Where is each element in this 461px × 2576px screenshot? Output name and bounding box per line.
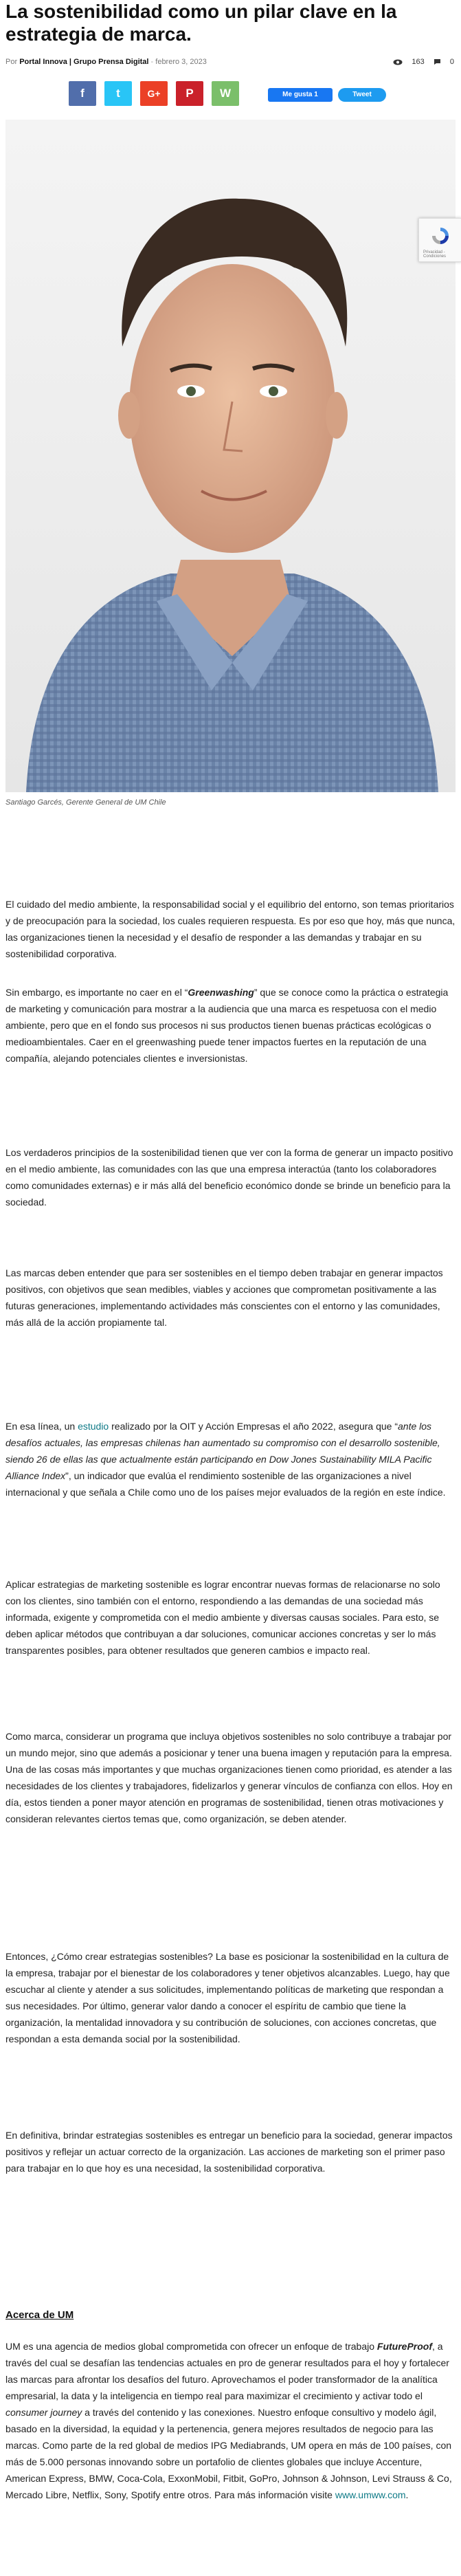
by-label: Por [5, 58, 18, 66]
paragraph-9: En definitiva, brindar estrategias sostenibles es entregar un beneficio para la sociedad, generar impactos positivos y reflejar un actuar correcto de la organización. Las acciones de marketing son el primer paso para trabajar en lo que hoy es una necesidad, la sostenibilidad corporativa. [5, 2130, 453, 2174]
meta-separator: - [150, 58, 154, 66]
article-stats [386, 58, 454, 66]
facebook-icon: f [80, 87, 85, 100]
about-part-3: , a través del cual se desafían las tendencias actuales en pro de generar resultados para el hoy y fortalecer las marcas para afrontar los desafíos del futuro. Aprovechamos el poder transformador de la analítica empresarial, la data y la inteligencia en tiempo real para maximizar el crecimiento y activar todo el [5, 2341, 449, 2401]
twitter-share-button[interactable] [104, 81, 132, 106]
comments-count[interactable] [434, 58, 454, 66]
estudio-link[interactable]: estudio [78, 1421, 109, 1432]
recaptcha-text: Privacidad - Condiciones [423, 250, 447, 259]
umww-link[interactable]: www.umww.com [335, 2489, 406, 2500]
paragraph-5 [5, 1418, 456, 1500]
hero-photo [5, 120, 456, 792]
about-part-5: a través del contenido y las conexiones. Nuestro enfoque consultivo y modelo ágil, basado en la diversidad, la equidad y la pertenencia, genera mejores resultados de negocio para las marcas. Como parte de la red global de medios IPG Mediabrands, UM opera en más de 100 países, con más de 5.000 personas innovando sobre un portafolio de clientes globales que incluye Accenture, American Express, BMW, Coca-Cola, ExxonMobil, Fitbit, GoPro, Johnson & Johnson, Levi Strauss & Co, Mercado Libre, Netflix, Sony, Spotify entre otros. Para más información visite [5, 2407, 452, 2500]
recaptcha-icon [430, 226, 451, 246]
whatsapp-icon: W [219, 87, 232, 100]
about-heading: Acerca de UM [5, 2309, 74, 2321]
greenwashing-term: Greenwashing [188, 987, 254, 998]
paragraph-1: El cuidado del medio ambiente, la responsabilidad social y el equilibrio del entorno, son temas prioritarios y de preocupación para la sociedad, los cuales requieren respuesta. Es por eso que hoy, más que nunca, las organizaciones tienen la necesidad y el desafío de responder a las demandas y trabajar en su sostenibilidad corporativa. [5, 899, 456, 959]
tweet-button[interactable]: Tweet [338, 88, 386, 102]
twitter-icon: t [116, 87, 120, 100]
whatsapp-share-button[interactable] [212, 81, 239, 106]
paragraph-2 [5, 984, 456, 1067]
pinterest-icon: P [185, 87, 194, 100]
author-link[interactable]: Portal Innova | Grupo Prensa Digital [19, 58, 149, 66]
recaptcha-badge[interactable] [418, 218, 461, 262]
views-count [393, 58, 426, 66]
about-paragraph [5, 2338, 456, 2503]
pinterest-share-button[interactable] [176, 81, 203, 106]
comment-icon [434, 58, 441, 65]
about-part-1: UM es una agencia de medios global comprometida con ofrecer un enfoque de trabajo [5, 2341, 377, 2352]
paragraph-5-part-b: realizado por la OIT y Acción Empresas el año 2022, asegura que “ [109, 1421, 398, 1432]
paragraph-5-part-d: ”, un indicador que evalúa el rendimiento sostenible de las organizaciones a nivel internacional y que señala a Chile como uno de los países mejor evaluados de la región en este índice. [5, 1470, 446, 1498]
paragraph-7: Como marca, considerar un programa que incluya objetivos sostenibles no solo contribuye a trabajar por un mundo mejor, sino que además a posicionar y tener una buena imagen y reputación para la empresa. Una de las cosas más importantes y que muchas organizaciones tienen como prioridad, es atender a las necesidades de los clientes y trabajadores, fidelizarlos y generar vínculos de confianza con ellos. Hoy en día, estos tienden a poner mayor atención en programas de sostenibilidad, tienen otras motivaciones y consideran relevantes ciertos temas que, como organización, se deben atender. [5, 1731, 453, 1824]
google-plus-share-button[interactable] [140, 81, 168, 106]
facebook-share-button[interactable] [69, 81, 96, 106]
comments-value: 0 [449, 58, 454, 66]
about-part-7: . [405, 2489, 409, 2500]
study-quote: ante los desafíos actuales, las empresas chilenas han aumentado su compromiso con el desarrollo sostenible, siendo 26 de ellas las que actualmente están participando en Dow Jones Sustainability MILA Pacific Alliance Index [5, 1421, 440, 1481]
facebook-like-button[interactable]: Me gusta 1 [268, 88, 333, 102]
paragraph-8: Entonces, ¿Cómo crear estrategias sostenibles? La base es posicionar la sostenibilidad en la cultura de la empresa, trabajar por el bienestar de los colaboradores y tener objetivos alcanzables. Luego, hay que escuchar al cliente y atender a sus solicitudes, implementando políticas de marketing que respondan a sus necesidades. Por último, generar valor dando a conocer el espíritu de cambio que tiene la organización, la mentalidad innovadora y su contribución de soluciones, con acciones concretas, que respondan a esta demanda social por la sostenibilidad. [5, 1951, 450, 2044]
views-value: 163 [412, 58, 425, 66]
google-plus-icon: G+ [147, 88, 161, 99]
futureproof-term: FutureProof [376, 2341, 432, 2352]
paragraph-6: Aplicar estrategias de marketing sostenible es lograr encontrar nuevas formas de relacionarse no solo con los clientes, sino también con el entorno, respondiendo a las demandas de una sociedad más informada, exigente y comprometida con el medio ambiente y diversas causas sociales. Para esto, se deben aplicar métodos que contribuyan a dar soluciones, comunicar acciones concretas y ser lo más transparentes posibles, para obtener resultados que generen cambios e impacto real. [5, 1579, 440, 1656]
paragraph-2-part-c: ” que se conoce como la práctica o estrategia de marketing y comunicación para mostrar a la audiencia que una marca es respetuosa con el medio ambiente, pero que en el fondo sus procesos ni sus productos tienen buenas prácticas ecológicas o medioambientales. Caer en el greenwashing puede tener impactos fuertes en la reputación de una compañía, alejando potenciales clientes e inversionistas. [5, 987, 449, 1064]
portrait-illustration [5, 120, 456, 792]
paragraph-5-part-a: En esa línea, un [5, 1421, 78, 1432]
paragraph-3: Los verdaderos principios de la sostenibilidad tienen que ver con la forma de generar un impacto positivo en el medio ambiente, las comunidades con las que una empresa interactúa (tanto los colaboradores como comunidades externas) e ir más allá del beneficio económico donde se brinde un beneficio para la sociedad. [5, 1147, 453, 1208]
eye-icon [393, 59, 403, 65]
paragraph-2-part-a: Sin embargo, es importante no caer en el “ [5, 987, 188, 998]
paragraph-4: Las marcas deben entender que para ser sostenibles en el tiempo deben trabajar en generar impactos positivos, con objetivos que sean medibles, viables y acciones que comprometan positivamente a las futuras generaciones, implementando actividades más conscientes con el entorno y las comunidades, más allá de la acción propiamente tal. [5, 1267, 443, 1328]
article-title: La sostenibilidad como un pilar clave en la estrategia de marca. [5, 1, 397, 45]
consumer-journey-term: consumer journey [5, 2407, 82, 2418]
photo-caption: Santiago Garcés, Gerente General de UM Chile [5, 798, 166, 807]
article-date: febrero 3, 2023 [155, 58, 207, 66]
